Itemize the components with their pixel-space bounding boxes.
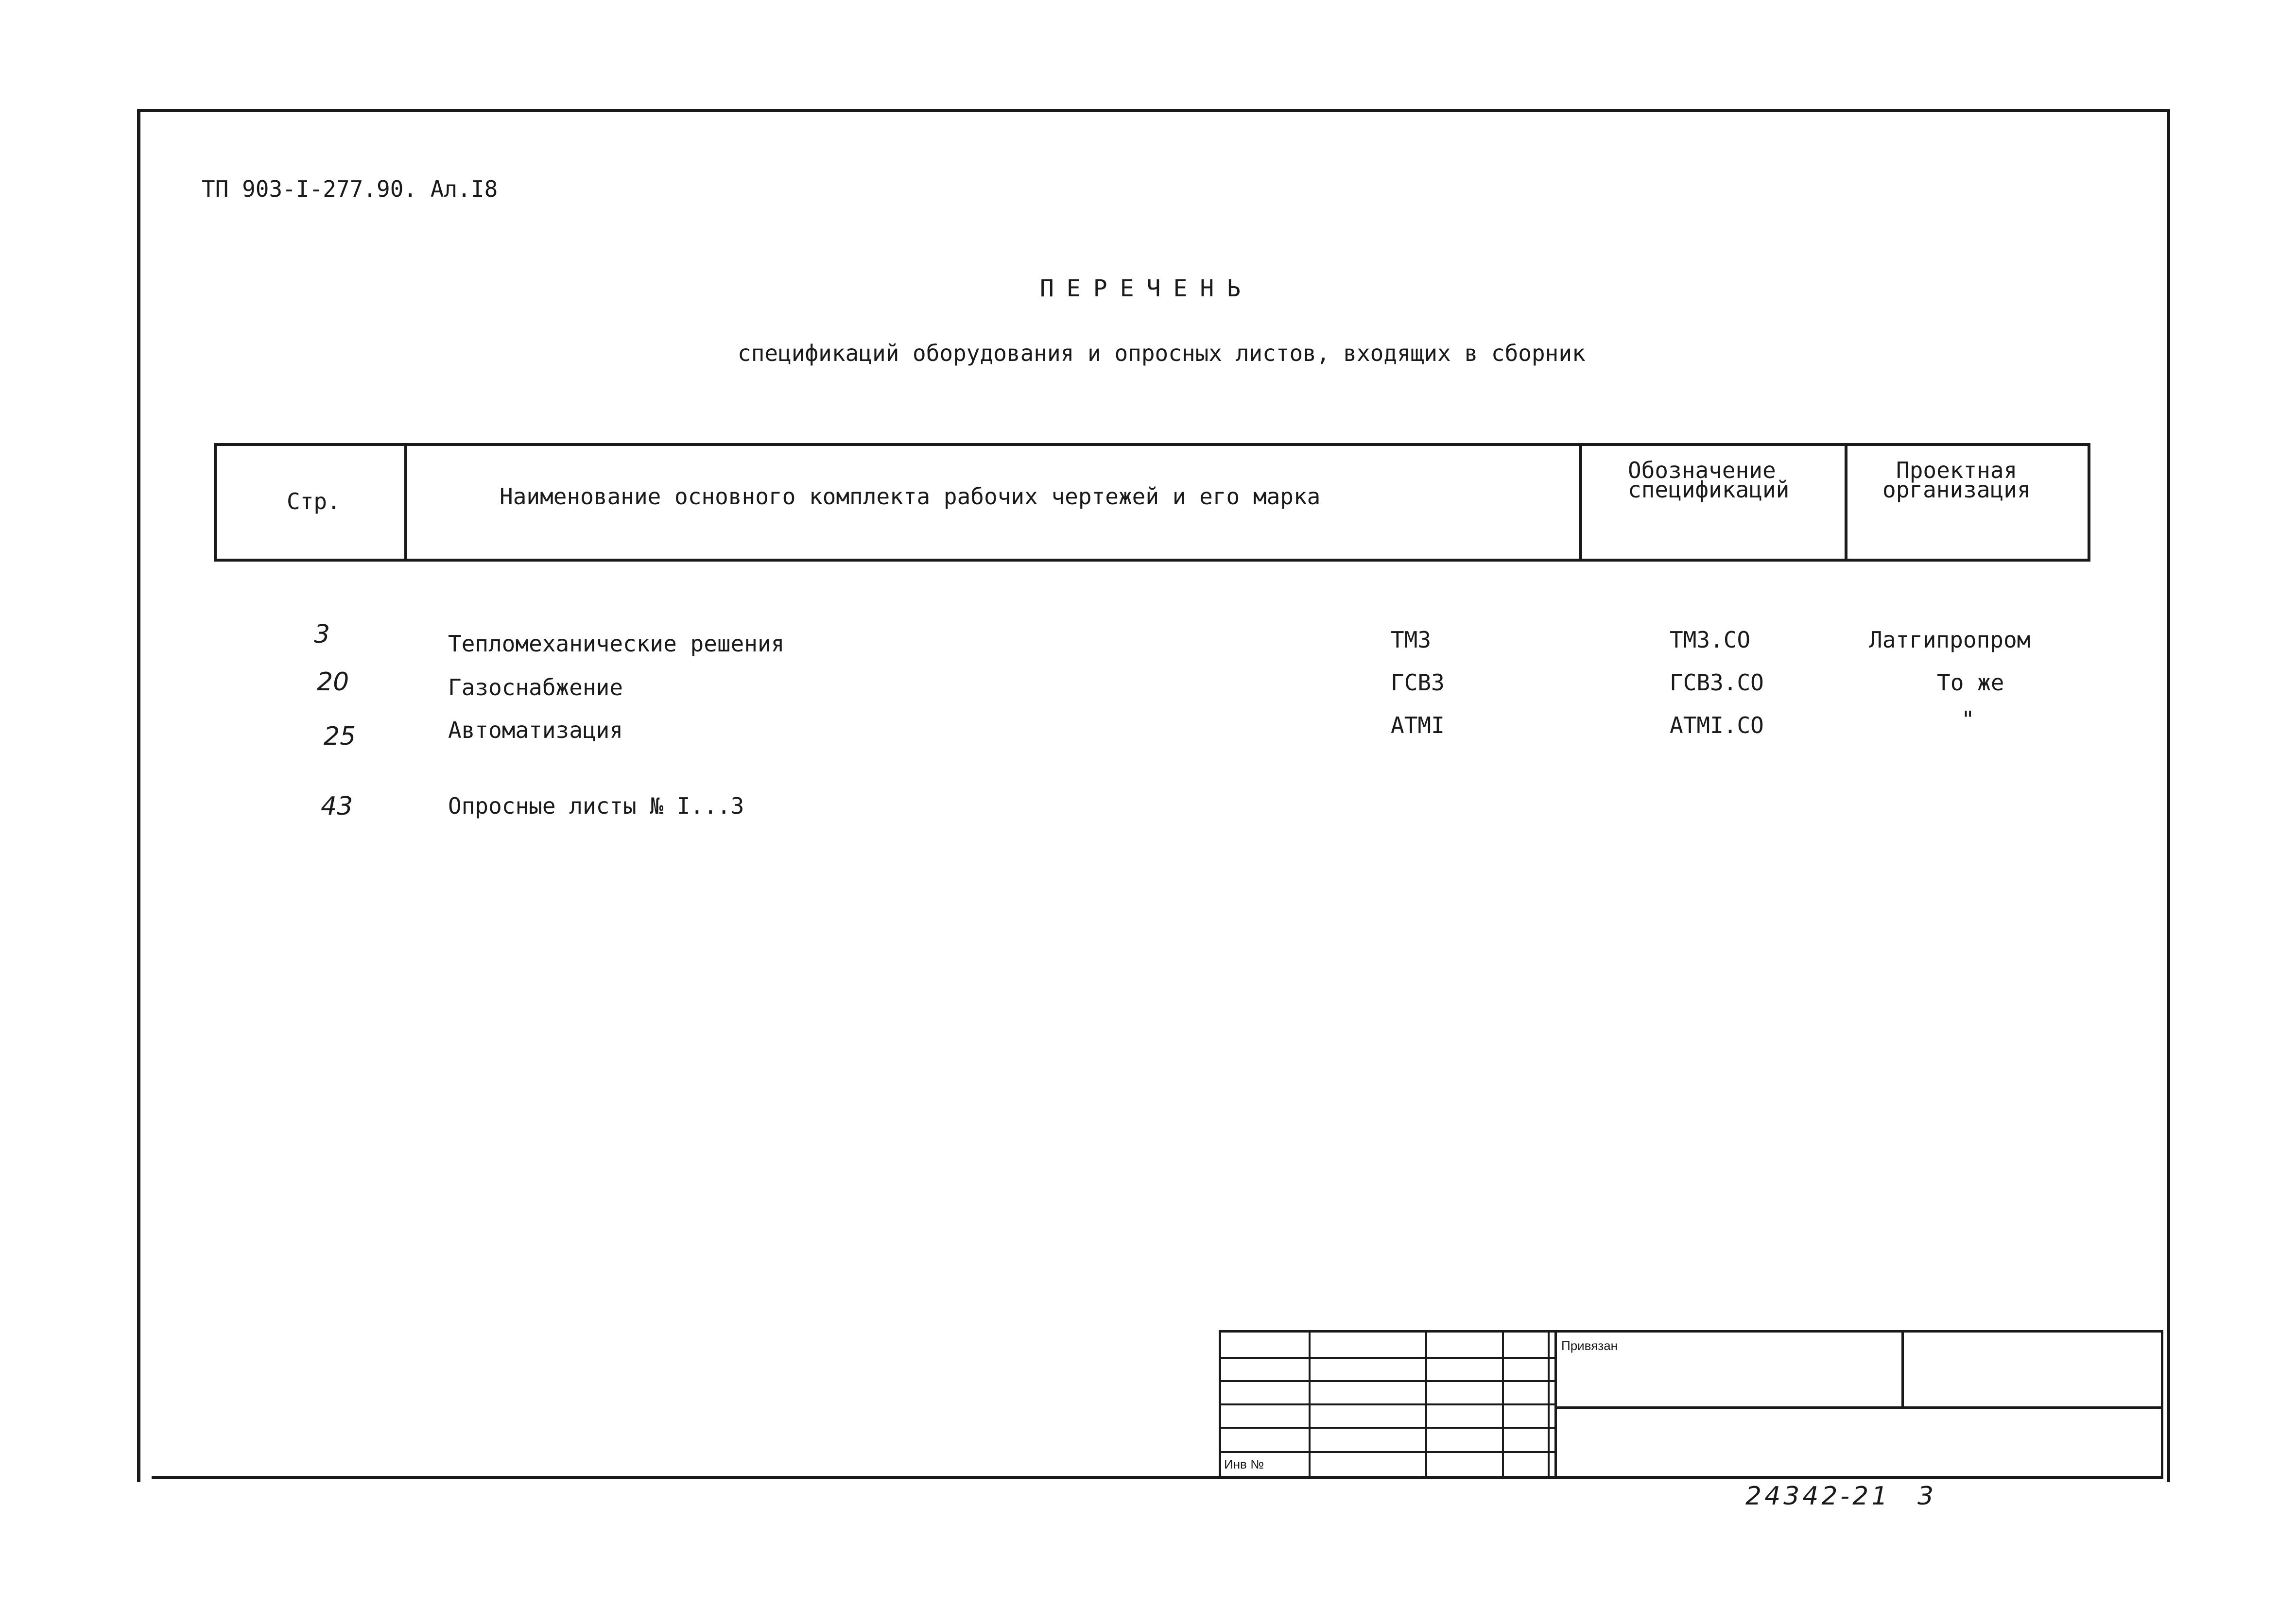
header-name-label: Наименование основного комплекта рабочих чертежей и его марка xyxy=(500,483,1321,510)
row-name: Опросные листы № I...3 xyxy=(448,793,744,819)
doc-code: ТП 903-I-277.90. Ал.I8 xyxy=(202,176,498,202)
row-page: 20 xyxy=(317,667,349,697)
row-mark: ГСВ3 xyxy=(1391,669,1445,696)
row-spec: АТМI.СО xyxy=(1670,712,1764,738)
doc-number: 24342-21 xyxy=(1745,1482,1891,1511)
table-header xyxy=(214,443,2090,562)
row-spec: ГСВ3.СО xyxy=(1670,669,1764,696)
row-page: 25 xyxy=(324,722,356,751)
header-cell-page xyxy=(217,446,407,559)
title-block xyxy=(1219,1330,2163,1479)
header-page-label: Стр. xyxy=(287,488,341,514)
header-org-line2: организация xyxy=(1882,477,2031,503)
row-mark: АТМI xyxy=(1391,712,1445,738)
header-cell-spec xyxy=(1582,446,1847,559)
row-spec: ТМ3.СО xyxy=(1670,627,1751,653)
drawing-frame xyxy=(137,109,2170,1482)
page-number: 3 xyxy=(1917,1482,1934,1511)
row-org: То же xyxy=(1937,669,2004,696)
bound-label: Привязан xyxy=(1561,1338,1618,1353)
row-mark: ТМ3 xyxy=(1391,627,1432,653)
header-spec-line1: Обозначение xyxy=(1628,457,1776,483)
page-subtitle: спецификаций оборудования и опросных листов, входящих в сборник xyxy=(738,340,1586,366)
page-title: ПЕРЕЧЕНЬ xyxy=(1040,275,1254,302)
row-name: Газоснабжение xyxy=(448,674,623,701)
header-cell-org xyxy=(1847,446,2082,559)
header-spec-line2: спецификаций xyxy=(1628,477,1790,503)
row-org: " xyxy=(1961,706,1975,733)
row-name: Автоматизация xyxy=(448,717,623,743)
header-cell-name xyxy=(407,446,1582,559)
inv-label: Инв № xyxy=(1224,1457,1264,1471)
row-name: Тепломеханические решения xyxy=(448,631,785,657)
row-org: Латгипропром xyxy=(1869,627,2031,653)
row-page: 43 xyxy=(321,792,353,821)
header-org-line1: Проектная xyxy=(1896,457,2018,483)
row-page: 3 xyxy=(314,620,330,649)
